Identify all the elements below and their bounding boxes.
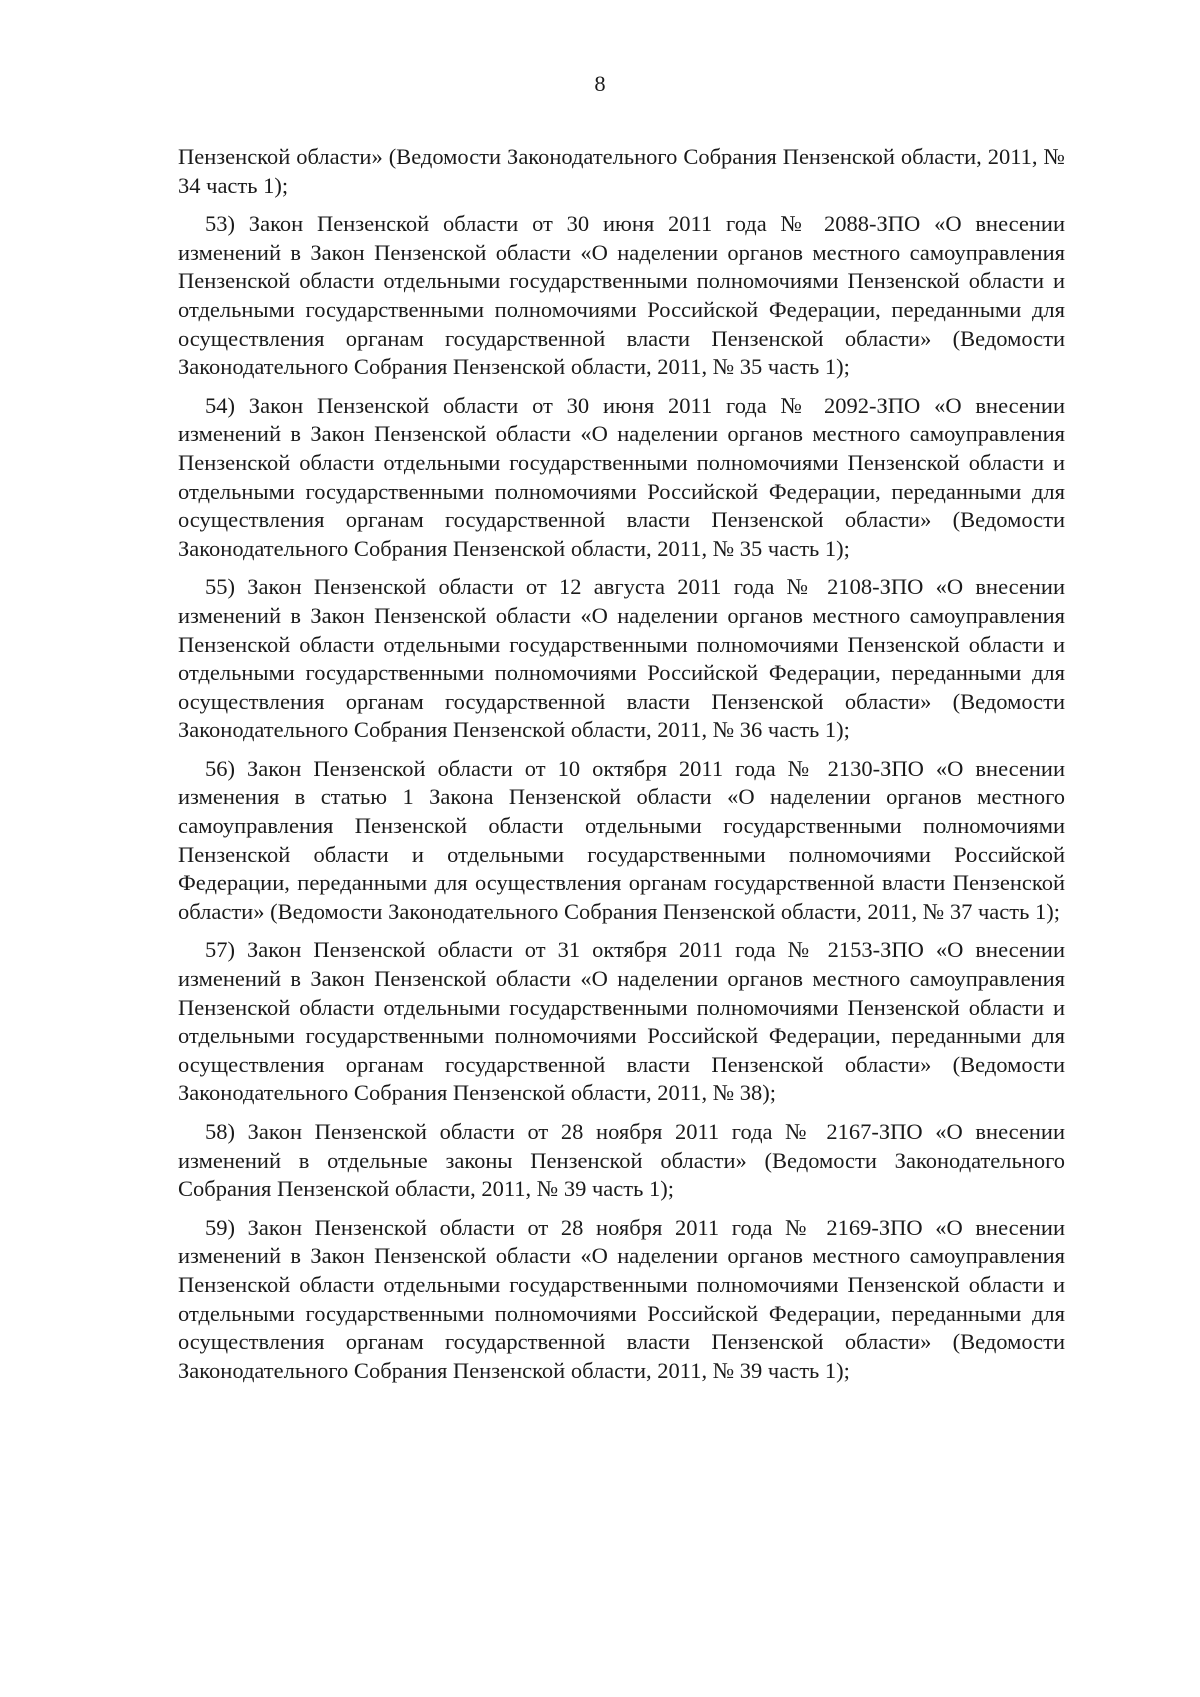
paragraph-continuation: Пензенской области» (Ведомости Законодательного Собрания Пензенской области, 2011, № 34 часть 1); xyxy=(178,144,1065,198)
list-item-57: 57) Закон Пензенской области от 31 октября 2011 года № 2153-ЗПО «О внесении изменений в Закон Пензенской области «О наделении органов местного самоуправления Пензенской области отдельными государственными полномочиями Пензенской области и отдельными государственными полномочиями Российской Федерации, переданными для осуществления органам государственной власти Пензенской области» (Ведомости Законодательного Собрания Пензенской области, 2011, № 38); xyxy=(178,937,1065,1106)
list-item-54: 54) Закон Пензенской области от 30 июня 2011 года № 2092-ЗПО «О внесении изменений в Закон Пензенской области «О наделении органов местного самоуправления Пензенской области отдельными государственными полномочиями Пензенской области и отдельными государственными полномочиями Российской Федерации, переданными для осуществления органам государственной власти Пензенской области» (Ведомости Законодательного Собрания Пензенской области, 2011, № 35 часть 1); xyxy=(178,392,1065,561)
list-item-55: 55) Закон Пензенской области от 12 августа 2011 года № 2108-ЗПО «О внесении изменений в Закон Пензенской области «О наделении органов местного самоуправления Пензенской области отдельными государственными полномочиями Пензенской области и отдельными государственными полномочиями Российской Федерации, переданными для осуществления органам государственной власти Пензенской области» (Ведомости Законодательного Собрания Пензенской области, 2011, № 36 часть 1); xyxy=(178,574,1065,743)
list-item-58: 58) Закон Пензенской области от 28 ноября 2011 года № 2167-ЗПО «О внесении изменений в отдельные законы Пензенской области» (Ведомости Законодательного Собрания Пензенской области, 2011, № 39 часть 1); xyxy=(178,1119,1065,1202)
list-item-53: 53) Закон Пензенской области от 30 июня 2011 года № 2088-ЗПО «О внесении изменений в Закон Пензенской области «О наделении органов местного самоуправления Пензенской области отдельными государственными полномочиями Пензенской области и отдельными государственными полномочиями Российской Федерации, переданными для осуществления органам государственной власти Пензенской области» (Ведомости Законодательного Собрания Пензенской области, 2011, № 35 часть 1); xyxy=(178,211,1065,380)
document-body xyxy=(178,143,1065,1395)
list-item-56: 56) Закон Пензенской области от 10 октября 2011 года № 2130-ЗПО «О внесении изменения в статью 1 Закона Пензенской области «О наделении органов местного самоуправления Пензенской области отдельными государственными полномочиями Пензенской области и отдельными государственными полномочиями Российской Федерации, переданными для осуществления органам государственной власти Пензенской области» (Ведомости Законодательного Собрания Пензенской области, 2011, № 37 часть 1); xyxy=(178,755,1065,924)
list-item-59: 59) Закон Пензенской области от 28 ноября 2011 года № 2169-ЗПО «О внесении изменений в Закон Пензенской области «О наделении органов местного самоуправления Пензенской области отдельными государственными полномочиями Пензенской области и отдельными государственными полномочиями Российской Федерации, переданными для осуществления органам государственной власти Пензенской области» (Ведомости Законодательного Собрания Пензенской области, 2011, № 39 часть 1); xyxy=(178,1214,1065,1383)
page-number: 8 xyxy=(594,71,606,96)
